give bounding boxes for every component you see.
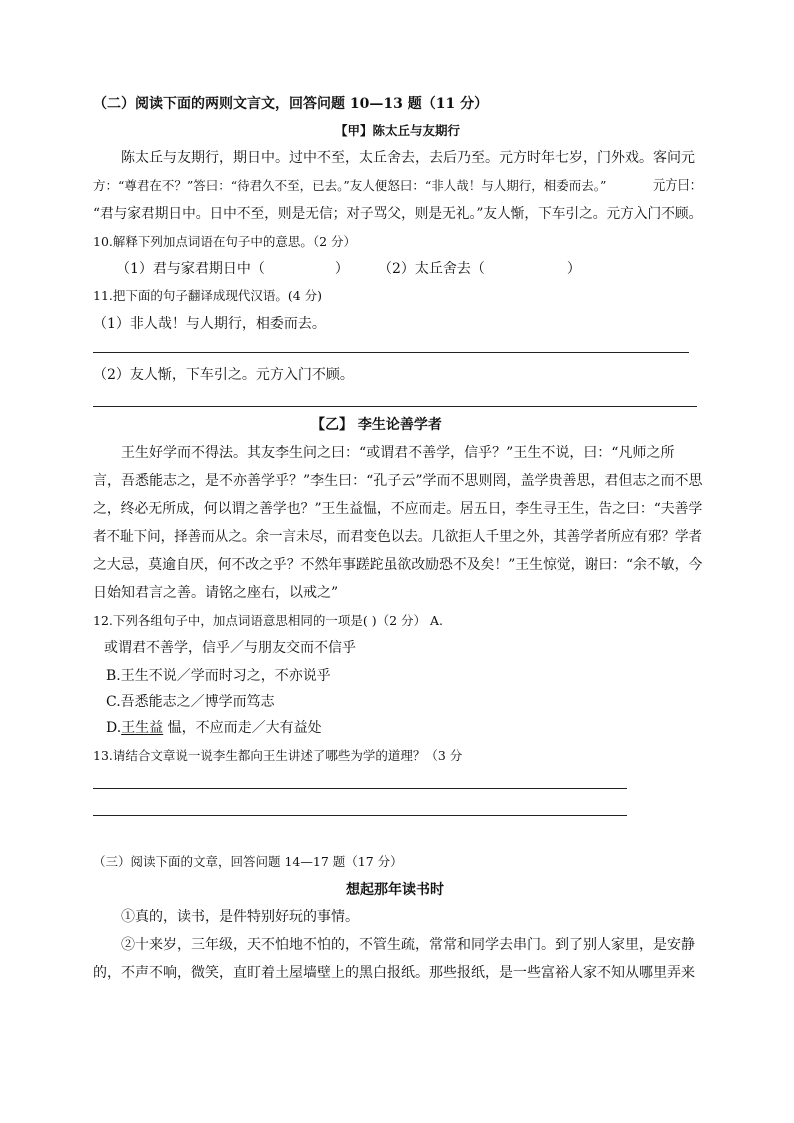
section3-heading: （三）阅读下面的文章，回答问题 14—17 题（17 分） [93,854,403,869]
q12-option-d-pre: D. [106,720,122,736]
yi-line-1: 王生好学而不得法。其友李生问之曰：“或谓君不善学，信乎？”王生不说，曰：“凡师之所 [121,445,675,461]
jia-line-2b: 元方曰： [653,178,702,194]
q11-item2: （2）友人惭，下车引之。元方入门不顾。 [93,367,354,383]
q12-option-d-post: 愠，不应而走／大有益处 [163,720,322,736]
section3-para-2-line-1: ②十来岁，三年级，天不怕地不怕的，不管生疏，常常和同学去串门。到了别人家里，是安静 [121,937,695,953]
yi-title: 【乙】 李生论善学者 [311,417,442,433]
q12-stem: 12.下列各组句子中，加点词语意思相同的一项是( )（2 分） A. [93,613,444,628]
yi-line-2: 言，吾悉能志之，是不亦善学乎？”李生曰：“孔子云”学而不思则罔，盖学贵善思，君但志之而不思 [93,473,703,489]
q13-stem: 13.请结合文章说一说李生都向王生讲述了哪些为学的道理？（3 分 [93,748,463,763]
section3-title: 想起那年读书时 [346,882,444,898]
jia-title: 【甲】陈太丘与友期行 [335,123,461,138]
section2-heading: （二）阅读下面的两则文言文，回答问题 10—13 题（11 分） [93,96,489,112]
yi-line-5: 之大忌，莫逾自厌，何不改之乎？不然年事蹉跎虽欲改励恐不及矣！”王生惊觉，谢曰：“余不敏，今 [93,557,703,573]
q10-item2-pre: （2）太丘舍去（ [378,261,485,277]
q12-option-b[interactable]: B.王生不说／学而时习之，不亦说乎 [106,668,331,684]
q10-item1-pre: （1）君与家君期日中（ [116,261,265,277]
q10-stem: 10.解释下列加点词语在句子中的意思。（2 分） [93,234,357,249]
yi-line-4: 者不耻下问，择善而从之。余一言未尽，而君变色以去。几欲拒人千里之外，其善学者所应有邪？学者 [93,529,703,545]
jia-line-3: “君与家君期日中。日中不至，则是无信；对子骂父，则是无礼。”友人惭，下车引之。元方入门不顾。 [93,206,703,222]
q10-item1-post: ） [334,261,349,277]
q13-answer-line-2[interactable] [93,815,627,816]
yi-line-6: 日始知君言之善。请铭之座右，以戒之” [93,585,339,601]
q12-option-c[interactable]: C.吾悉能志之／博学而笃志 [106,694,275,710]
q11-stem: 11.把下面的句子翻译成现代汉语。(4 分) [93,288,323,303]
q11-answer-line-2[interactable] [93,406,697,407]
q12-option-a[interactable]: 或谓君不善学，信乎／与朋友交而不信乎 [104,640,356,656]
jia-line-2: 方：“尊君在不？”答曰：“待君久不至，已去。”友人便怒曰：“非人哉！与人期行，相委而去。” [93,178,607,193]
yi-line-3: 之，终必无所成，何以谓之善学也？”王生益愠，不应而走。居五日，李生寻王生，告之曰：“夫善学 [93,501,703,517]
q10-item2 [378,260,581,278]
q11-item1: （1）非人哉！与人期行，相委而去。 [93,316,326,332]
q12-option-d[interactable] [106,719,322,737]
q12-option-d-marked: 王生益 [121,720,164,736]
q10-item1 [116,260,349,278]
section3-para-2-line-2: 的，不声不响，微笑，直盯着土屋墙壁上的黑白报纸。那些报纸，是一些富裕人家不知从哪里弄来 [93,965,695,981]
jia-line-1: 陈太丘与友期行，期日中。过中不至，太丘舍去，去后乃至。元方时年七岁，门外戏。客问元 [121,150,695,166]
q11-answer-line-1[interactable] [93,352,689,353]
q10-item2-post: ） [566,261,581,277]
q13-answer-line-1[interactable] [93,788,627,789]
section3-para-1: ①真的，读书，是件特别好玩的事情。 [121,909,359,925]
